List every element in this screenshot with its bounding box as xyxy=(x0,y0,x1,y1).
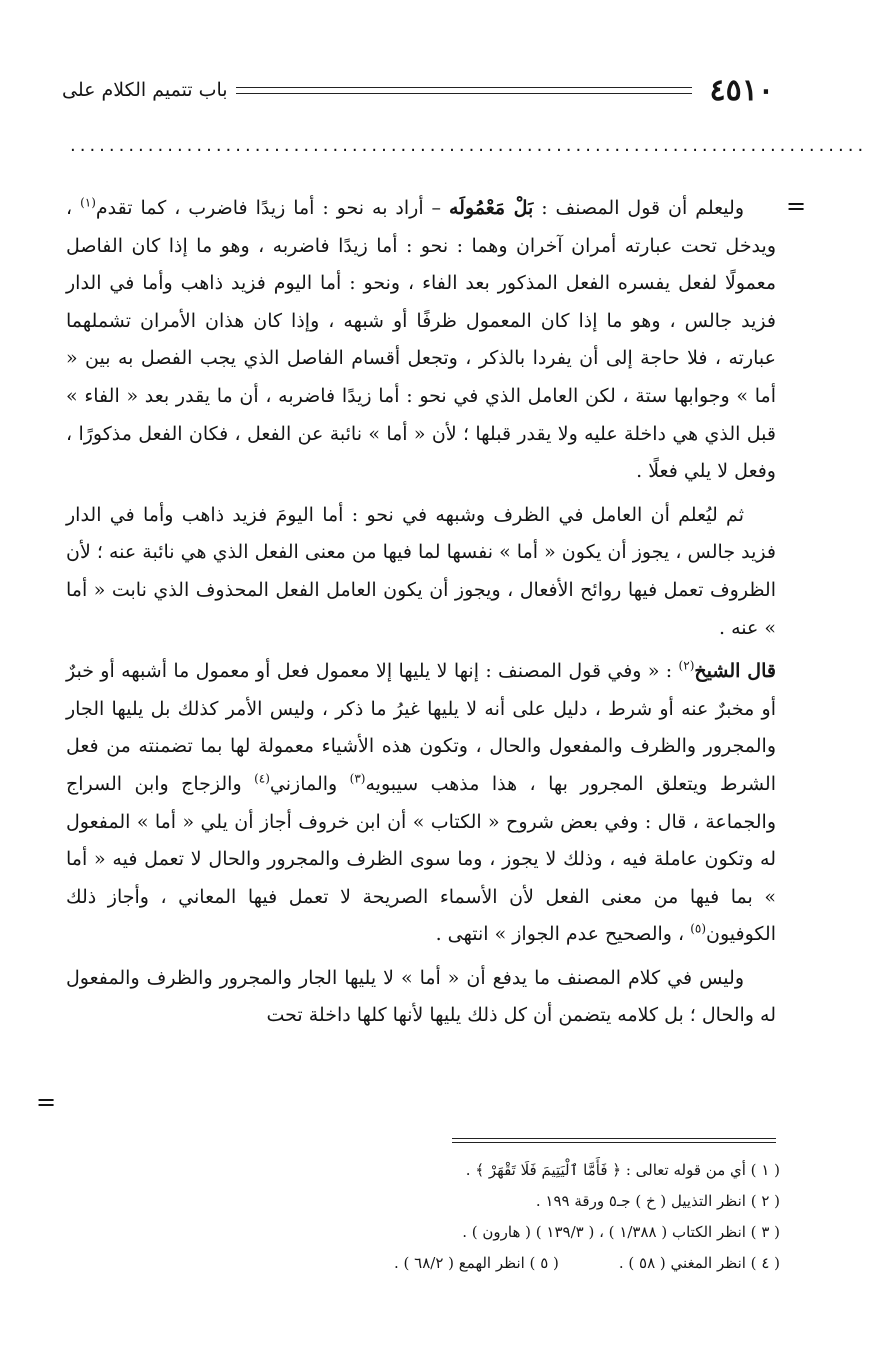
paragraph-2: ثم ليُعلم أن العامل في الظرف وشبهه في نحو : أما اليومَ فزيد ذاهب وأما في الدار فزيد جالس ، يجوز أن يكون « أما » نفسها لما فيها من معنى الفعل الذي هي نائبة عنه ؛ لأن الظروف تعمل فيها روائح الأفعال ، ويجوز أن يكون العامل الفعل المحذوف الذي نابت « أما » عنه . xyxy=(66,503,776,639)
continuation-mark-bottom: = xyxy=(36,1088,57,1116)
paragraph-4: وليس في كلام المصنف ما يدفع أن « أما » لا يليها الجار والمجرور والظرف والمفعول له والحال ؛ بل كلامه يتضمن أن كل ذلك يليها لأنها كلها داخلة تحت xyxy=(66,966,776,1027)
footnote-ref-1[interactable]: (١) xyxy=(80,195,96,210)
footnote-row-4-5 xyxy=(80,1248,780,1279)
footnote-ref-4[interactable]: (٤) xyxy=(254,771,270,786)
sheikh-heading: قال الشيخ xyxy=(694,660,776,683)
header-rule xyxy=(236,87,692,94)
footnote-ref-2[interactable]: (٢) xyxy=(678,658,695,673)
continuation-mark-top: = xyxy=(786,192,807,220)
footnote-ref-5[interactable]: (٥) xyxy=(690,921,707,936)
p1-text-c: – أراد به نحو : أما زيدًا فاضرب ، كما تقدم xyxy=(95,197,449,219)
footnote-ref-3[interactable]: (٣) xyxy=(349,771,366,786)
dotted-separator: .................................................................................. xyxy=(70,135,868,156)
footnote-4: ( ٤ ) انظر المغني ( ٥٨ ) . xyxy=(618,1254,780,1272)
p3-text-c: والمازني xyxy=(269,772,350,795)
p3-text-b: : « وفي قول المصنف : إنها لا يليها إلا معمول فعل أو معمول ما أشبهه أو خبرٌ أو مخبرٌ عنه أو شرط ، دليل على أنه لا يليها غيرُ ما ذكر ، وليس الأمر كذلك بل يليها الجار والمجرور والظرف والمفعول والحال ، وتكون هذه الأشياء معمولة لها بما تضمنته من فعل الشرط ويتعلق المجرور بها ، هذا مذهب سيبويه xyxy=(66,660,776,795)
footnote-5: ( ٥ ) انظر الهمع ( ٦٨/٢ ) . xyxy=(394,1254,559,1272)
p3-text-d: والزجاج وابن السراج والجماعة ، قال : وفي بعض شروح « الكتاب » أن ابن خروف أجاز أن يلي « أما » المفعول له وتكون عاملة فيه ، وذلك لا يجوز ، وما سوى الظرف والمجرور والحال لا تعمل فيه « أما » بما فيها من معنى الفعل لأن الأسماء الصريحة لا تعمل فيها المعاني ، وأجاز ذلك الكوفيون xyxy=(66,772,776,946)
paragraph-3 xyxy=(66,653,776,954)
footnotes xyxy=(80,1155,780,1279)
p1-text-d: ، ويدخل تحت عبارته أمران آخران وهما : نحو : أما زيدًا فاضربه ، وهو ما إذا كان الفاصل معمولًا لفعل يفسره الفعل المذكور بعد الفاء ، ونحو : أما اليوم فزيد ذاهب وأما في الدار فزيد جالس ، وهو ما إذا كان المعمول ظرفًا أو شبهه ، وإذا كان هذان الأمران تشملهما عبارته ، فلا حاجة إلى أن يفردا بالذكر ، وتجعل أقسام الفاصل الذي يجب الفصل به بين « أما » وجوابها ستة ، لكن العامل الذي في نحو : أما زيدًا فاضربه ، أن ما يقدر بعد « الفاء » قبل الذي هي داخلة عليه ولا يقدر قبلها ؛ لأن « أما » نائبة عن الفعل ، فكان الفعل مذكورًا ، وفعل لا يلي فعلًا . xyxy=(66,197,776,483)
running-header xyxy=(62,70,774,110)
quoted-phrase: بَلْ مَعْمُولَه xyxy=(448,197,534,219)
p3-text-e: ، والصحيح عدم الجواز » انتهى . xyxy=(435,923,691,946)
main-text xyxy=(66,190,776,1041)
footnote-1: ( ١ ) أي من قوله تعالى : ﴿ فَأَمَّا ٱلْيَتِيمَ فَلَا تَقْهَرْ ﴾ . xyxy=(465,1161,780,1179)
page-number: ٤٥١٠ xyxy=(709,72,774,108)
header-title: باب تتميم الكلام على xyxy=(62,79,228,101)
p1-text-a: وليعلم أن قول المصنف : xyxy=(533,197,745,219)
footnote-3: ( ٣ ) انظر الكتاب ( ١/٣٨٨ ) ، ( ١٣٩/٣ ) ( هارون ) . xyxy=(462,1223,780,1241)
paragraph-1 xyxy=(66,190,776,491)
footnote-2: ( ٢ ) انظر التذييل ( خ ) جـ٥ ورقة ١٩٩ . xyxy=(535,1192,780,1210)
footnote-rule xyxy=(452,1138,776,1143)
